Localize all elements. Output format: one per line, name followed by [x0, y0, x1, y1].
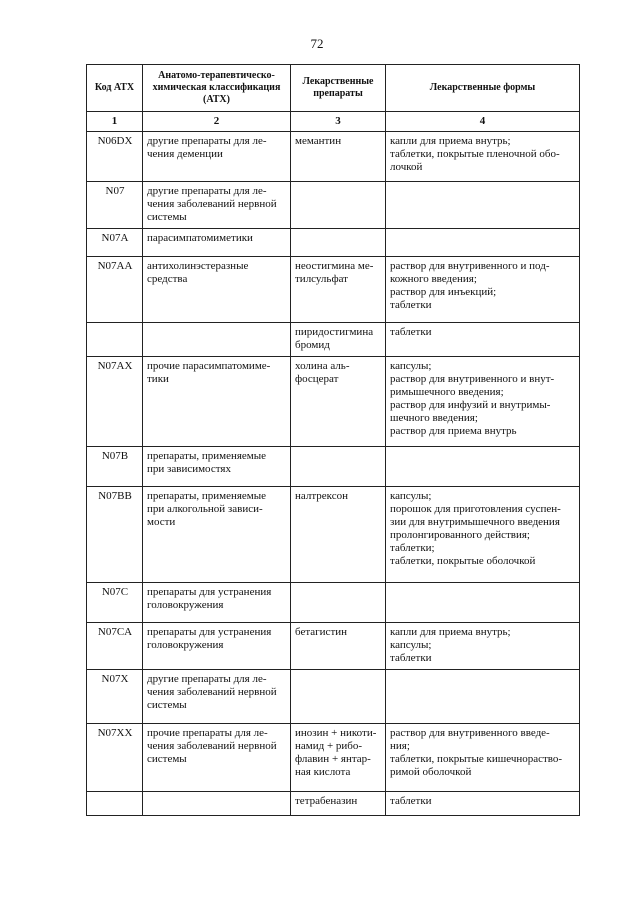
drug-name-line: налтрексон	[295, 490, 349, 502]
column-number: 1	[87, 112, 143, 132]
atx-classification-line: тики	[147, 373, 169, 385]
atx-classification-cell	[143, 670, 291, 724]
drug-name-cell	[291, 229, 386, 257]
atx-classification-line: чения заболеваний нервной	[147, 686, 277, 698]
table-body	[87, 132, 580, 816]
dosage-forms-line: кожного введения;	[390, 273, 477, 285]
header-classification: Анатомо-терапевтическо-химическая классификация (АТХ)	[143, 65, 291, 112]
atx-classification-line: препараты, применяемые	[147, 490, 267, 502]
dosage-forms-cell	[386, 357, 580, 447]
column-number: 3	[291, 112, 386, 132]
table-row	[87, 583, 580, 623]
drug-name-cell	[291, 447, 386, 487]
atx-classification-line: другие препараты для ле-	[147, 185, 267, 197]
atx-table	[86, 64, 580, 816]
dosage-forms-line: капсулы;	[390, 490, 432, 502]
header-drugs: Лекарственные препараты	[291, 65, 386, 112]
drug-name-line: бромид	[295, 339, 330, 351]
drug-name-line: тетрабеназин	[295, 795, 358, 807]
dosage-forms-line: римой оболочкой	[390, 766, 472, 778]
dosage-forms-line: порошок для приготовления суспен-	[390, 503, 561, 515]
drug-name-line: инозин + никоти-	[295, 727, 377, 739]
dosage-forms-cell	[386, 447, 580, 487]
atx-classification-cell	[143, 792, 291, 816]
atx-code-cell: N07AX	[87, 357, 143, 447]
drug-name-line: неостигмина ме-	[295, 260, 374, 272]
dosage-forms-line: раствор для инфузий и внутримы-	[390, 399, 551, 411]
atx-classification-line: чения заболеваний нервной	[147, 740, 277, 752]
atx-classification-cell	[143, 487, 291, 583]
atx-classification-line: парасимпатомиметики	[147, 232, 253, 244]
atx-classification-cell	[143, 257, 291, 323]
atx-classification-line: чения деменции	[147, 148, 223, 160]
drug-name-cell	[291, 792, 386, 816]
table-row	[87, 487, 580, 583]
dosage-forms-line: римышечного введения;	[390, 386, 504, 398]
dosage-forms-cell	[386, 724, 580, 792]
table-row	[87, 182, 580, 229]
drug-name-cell	[291, 487, 386, 583]
drug-name-line: мемантин	[295, 135, 342, 147]
dosage-forms-line: капли для приема внутрь;	[390, 135, 511, 147]
atx-code-cell: N07A	[87, 229, 143, 257]
atx-code-cell: N07C	[87, 583, 143, 623]
drug-name-line: флавин + янтар-	[295, 753, 371, 765]
dosage-forms-cell	[386, 132, 580, 182]
atx-classification-cell	[143, 724, 291, 792]
atx-classification-line: системы	[147, 211, 187, 223]
atx-classification-cell	[143, 229, 291, 257]
dosage-forms-line: капли для приема внутрь;	[390, 626, 511, 638]
table-row	[87, 623, 580, 670]
dosage-forms-cell	[386, 583, 580, 623]
atx-classification-line: головокружения	[147, 639, 224, 651]
dosage-forms-line: капсулы;	[390, 639, 432, 651]
atx-classification-cell	[143, 323, 291, 357]
dosage-forms-line: таблетки	[390, 326, 432, 338]
atx-classification-line: прочие препараты для ле-	[147, 727, 268, 739]
table-row	[87, 229, 580, 257]
table-row	[87, 792, 580, 816]
table-row	[87, 357, 580, 447]
dosage-forms-line: лочкой	[390, 161, 423, 173]
atx-code-cell	[87, 792, 143, 816]
atx-classification-line: препараты для устранения	[147, 626, 272, 638]
dosage-forms-line: зии для внутримышечного введения	[390, 516, 560, 528]
atx-classification-cell	[143, 447, 291, 487]
dosage-forms-line: раствор для внутривенного введе-	[390, 727, 550, 739]
dosage-forms-cell	[386, 257, 580, 323]
dosage-forms-line: раствор для внутривенного и под-	[390, 260, 550, 272]
atx-code-cell	[87, 323, 143, 357]
dosage-forms-cell	[386, 792, 580, 816]
dosage-forms-cell	[386, 623, 580, 670]
atx-classification-line: антихолинэстеразные	[147, 260, 249, 272]
drug-name-line: намид + рибо-	[295, 740, 363, 752]
drug-name-cell	[291, 670, 386, 724]
atx-classification-line: системы	[147, 699, 187, 711]
dosage-forms-line: таблетки;	[390, 542, 435, 554]
dosage-forms-line: таблетки, покрытые кишечнораство-	[390, 753, 563, 765]
atx-classification-line: препараты, применяемые	[147, 450, 267, 462]
atx-code-cell: N07CA	[87, 623, 143, 670]
dosage-forms-line: пролонгированного действия;	[390, 529, 530, 541]
atx-classification-line: другие препараты для ле-	[147, 673, 267, 685]
atx-code-cell: N07BB	[87, 487, 143, 583]
dosage-forms-line: раствор для приема внутрь	[390, 425, 517, 437]
dosage-forms-cell	[386, 229, 580, 257]
dosage-forms-cell	[386, 487, 580, 583]
atx-classification-line: системы	[147, 753, 187, 765]
atx-code-cell: N06DX	[87, 132, 143, 182]
drug-name-cell	[291, 323, 386, 357]
dosage-forms-line: раствор для инъекций;	[390, 286, 497, 298]
table-row	[87, 447, 580, 487]
atx-classification-cell	[143, 623, 291, 670]
header-code: Код АТХ	[87, 65, 143, 112]
atx-classification-cell	[143, 182, 291, 229]
dosage-forms-line: ния;	[390, 740, 410, 752]
table-row	[87, 323, 580, 357]
drug-name-cell	[291, 182, 386, 229]
atx-classification-cell	[143, 132, 291, 182]
dosage-forms-line: таблетки, покрытые пленочной обо-	[390, 148, 560, 160]
drug-name-line: бетагистин	[295, 626, 348, 638]
column-number: 2	[143, 112, 291, 132]
atx-classification-line: мости	[147, 516, 176, 528]
atx-classification-line: при алкогольной зависи-	[147, 503, 263, 515]
atx-classification-line: препараты для устранения	[147, 586, 272, 598]
page-number: 72	[310, 36, 324, 51]
dosage-forms-line: раствор для внутривенного и внут-	[390, 373, 555, 385]
dosage-forms-line: таблетки, покрытые оболочкой	[390, 555, 536, 567]
atx-code-cell: N07X	[87, 670, 143, 724]
drug-name-line: ная кислота	[295, 766, 351, 778]
dosage-forms-cell	[386, 670, 580, 724]
table-row	[87, 670, 580, 724]
atx-classification-line: прочие парасимпатомиме-	[147, 360, 271, 372]
dosage-forms-cell	[386, 323, 580, 357]
atx-classification-line: чения заболеваний нервной	[147, 198, 277, 210]
dosage-forms-line: капсулы;	[390, 360, 432, 372]
dosage-forms-line: таблетки	[390, 299, 432, 311]
dosage-forms-line: таблетки	[390, 795, 432, 807]
table-row	[87, 724, 580, 792]
dosage-forms-cell	[386, 182, 580, 229]
atx-classification-line: при зависимостях	[147, 463, 231, 475]
table-row	[87, 132, 580, 182]
drug-name-cell	[291, 257, 386, 323]
drug-name-line: пиридостигмина	[295, 326, 374, 338]
dosage-forms-line: шечного введения;	[390, 412, 478, 424]
column-number-row	[87, 112, 580, 132]
table-header-row	[87, 65, 580, 112]
atx-code-cell: N07AA	[87, 257, 143, 323]
atx-code-cell: N07XX	[87, 724, 143, 792]
atx-classification-line: головокружения	[147, 599, 224, 611]
drug-name-cell	[291, 357, 386, 447]
atx-classification-line: средства	[147, 273, 188, 285]
dosage-forms-line: таблетки	[390, 652, 432, 664]
atx-classification-cell	[143, 583, 291, 623]
atx-code-cell: N07B	[87, 447, 143, 487]
header-forms: Лекарственные формы	[386, 65, 580, 112]
atx-code-cell: N07	[87, 182, 143, 229]
drug-name-cell	[291, 583, 386, 623]
drug-name-cell	[291, 623, 386, 670]
atx-classification-line: другие препараты для ле-	[147, 135, 267, 147]
drug-name-line: тилсульфат	[295, 273, 348, 285]
drug-name-cell	[291, 724, 386, 792]
drug-name-cell	[291, 132, 386, 182]
drug-name-line: фосцерат	[295, 373, 339, 385]
table-row	[87, 257, 580, 323]
drug-name-line: холина аль-	[295, 360, 350, 372]
column-number: 4	[386, 112, 580, 132]
atx-classification-cell	[143, 357, 291, 447]
